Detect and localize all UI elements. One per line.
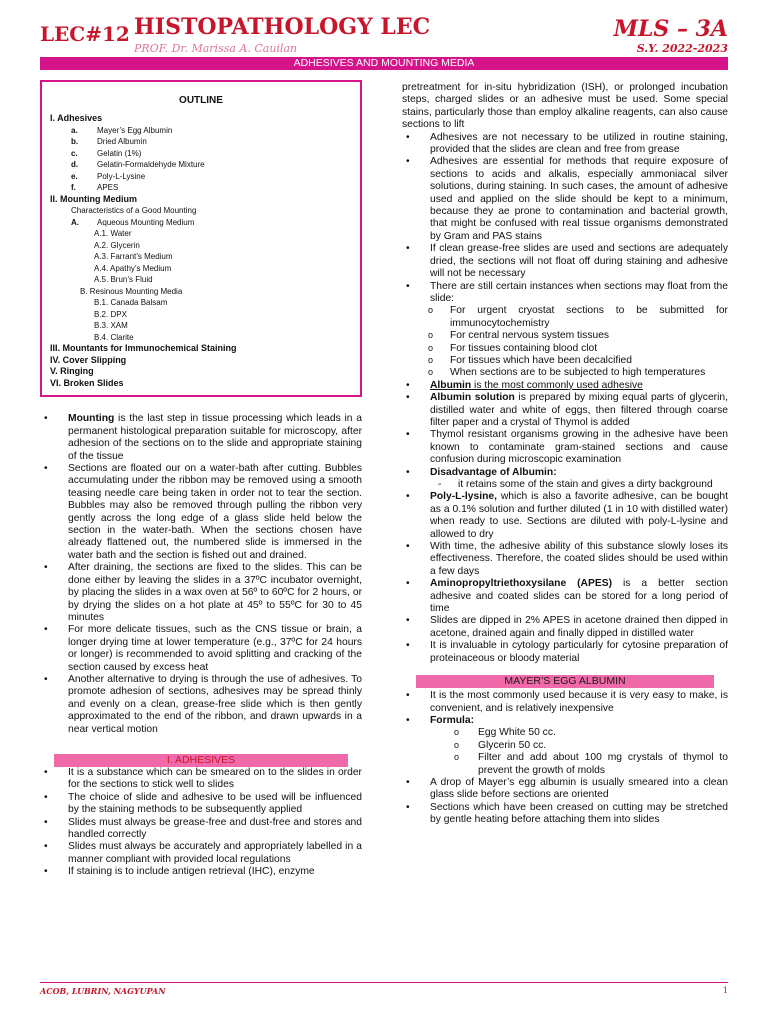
- outline-letter: f.: [71, 183, 76, 193]
- item-text: pretreatment for in-situ hybridization (ISH), or prolonged incubation steps, charged slides or an adhesive must be used. Some special stains, particularly those than employ alkaline reagents, can also cause sections to lift: [402, 82, 728, 131]
- outline-line: [50, 251, 352, 263]
- list-item: [402, 156, 728, 243]
- list-item: [402, 355, 728, 367]
- outline-line: [50, 125, 352, 137]
- bold-term: Poly-L-lysine,: [430, 491, 497, 503]
- list-item: [402, 727, 728, 739]
- list-item: [402, 777, 728, 802]
- outline-line: [50, 217, 352, 229]
- school-year: S.Y. 2022-2023: [636, 42, 728, 55]
- outline-letter: A.: [71, 217, 79, 227]
- outline-text: II. Mounting Medium: [50, 193, 137, 204]
- outline-text: Mayer’s Egg Albumin: [97, 125, 173, 135]
- list-item: [402, 541, 728, 578]
- outline-line: [50, 171, 352, 183]
- item-text: Sections which have been creased on cutting may be stretched by gentle heating before attaching them into slides: [430, 801, 728, 826]
- right-content: [402, 82, 728, 827]
- item-text: is a better section adhesive and coated slides can be stored for a long period of time: [430, 578, 728, 615]
- list-item: [402, 330, 728, 342]
- outline-letter: d.: [71, 160, 79, 170]
- item-text: it retains some of the stain and gives a dirty background: [458, 479, 713, 490]
- outline-line: [50, 297, 352, 309]
- outline-text: V. Ringing: [50, 366, 94, 377]
- list-item: [402, 740, 728, 752]
- list-item: [402, 429, 728, 466]
- section-code: MLS – 3A: [613, 16, 728, 42]
- page-number: 1: [722, 986, 728, 995]
- bold-term: Formula:: [430, 714, 475, 726]
- outline-box: [40, 80, 362, 397]
- item-text: It is the most commonly used because it is very easy to make, is convenient, and is relatively inexpensive: [430, 690, 728, 714]
- list-item: [40, 562, 362, 624]
- outline-line: [50, 159, 352, 171]
- item-text: Filter and add about 100 mg crystals of thymol to prevent the growth of molds: [478, 752, 728, 776]
- outline-text: III. Mountants for Immunochemical Staining: [50, 343, 237, 354]
- outline-text: Aqueous Mounting Medium: [97, 217, 195, 227]
- right-column: [402, 82, 728, 827]
- outline-line: [50, 286, 352, 298]
- outline-text: B. Resinous Mounting Media: [80, 286, 183, 296]
- professor-name: PROF. Dr. Marissa A. Cauilan: [134, 42, 298, 55]
- item-text: For central nervous system tissues: [450, 330, 610, 342]
- item-text: MAYER’S EGG ALBUMIN: [504, 675, 626, 688]
- outline-text: A.4. Apathy’s Medium: [94, 263, 172, 273]
- list-item: [402, 802, 728, 827]
- outline-text: B.1. Canada Balsam: [94, 298, 168, 308]
- list-item: [40, 866, 362, 878]
- bold-term: Albumin: [430, 379, 472, 391]
- item-text: If staining is to include antigen retrieval (IHC), enzyme: [68, 866, 315, 878]
- list-item: [402, 305, 728, 330]
- item-text: Slides must always be accurately and appropriately labelled in a manner compliant with provided local regulations: [68, 841, 362, 865]
- left-column: [40, 80, 362, 879]
- item-text: For tissues which have been decalcified: [450, 354, 633, 366]
- item-text: is the last step in tissue processing which leads in a permanent histological preparation suitable for microscopy, after adhesion of the sections on to the slide and appropriate staining of the tissue: [68, 413, 362, 462]
- outline-line: [50, 378, 352, 390]
- outline-text: VI. Broken Slides: [50, 377, 124, 388]
- bold-term: Mounting: [68, 413, 115, 425]
- list-item: [402, 752, 728, 777]
- list-item: [402, 690, 728, 715]
- outline-title: OUTLINE: [179, 95, 223, 106]
- outline-text: A.2. Glycerin: [94, 240, 140, 250]
- item-text: For more delicate tissues, such as the CNS tissue or brain, a longer drying time at lower temperature (e.g., 37ºC for 24 hours or longer) is recommended to avoid splitting and cracking of the section caused by excess heat: [68, 624, 362, 673]
- outline-list: [50, 113, 352, 389]
- list-item: [402, 640, 728, 665]
- item-text: is prepared by mixing equal parts of glycerin, distilled water and white of eggs, then filtered through coarse filter paper and a crystal of Thymol is added: [430, 392, 728, 428]
- outline-line: [50, 274, 352, 286]
- section-heading: [54, 754, 348, 767]
- outline-text: B.4. Clarite: [94, 332, 134, 342]
- list-item: [402, 380, 728, 392]
- list-item: [402, 578, 728, 615]
- item-text: It is a substance which can be smeared on to the slides in order for the sections to stick well to slides: [68, 766, 362, 791]
- outline-line: [50, 263, 352, 275]
- item-text: The choice of slide and adhesive to be used will be influenced by the staining methods to be subsequently applied: [68, 791, 362, 816]
- outline-line: [50, 366, 352, 378]
- list-item: [40, 817, 362, 842]
- outline-line: [50, 343, 352, 355]
- outline-text: Dried Albumin: [97, 137, 147, 147]
- outline-line: [50, 240, 352, 252]
- outline-text: Characteristics of a Good Mounting: [71, 206, 197, 216]
- item-text: For tissues containing blood clot: [450, 342, 598, 354]
- list-item: [402, 392, 728, 429]
- outline-letter: a.: [71, 125, 78, 135]
- list-item: [402, 467, 728, 479]
- outline-line: [50, 332, 352, 344]
- outline-line: [50, 194, 352, 206]
- list-item: [40, 624, 362, 674]
- item-text: Slides must always be grease-free and dust-free and stores and handled correctly: [68, 816, 362, 840]
- course-title: HISTOPATHOLOGY LEC: [134, 14, 431, 40]
- outline-line: [50, 136, 352, 148]
- outline-text: IV. Cover Slipping: [50, 354, 127, 365]
- outline-letter: c.: [71, 148, 78, 158]
- item-text: Egg White 50 cc.: [478, 727, 556, 739]
- item-text: After draining, the sections are fixed to the slides. This can be done either by leaving the slides in a 37ºC incubator overnight, by placing the slides in a wax oven at 56º to 60ºC for 2 hours, or by drying the slides on a hot plate at 45º to 55ºC for 30 to 45 minutes: [68, 562, 362, 623]
- item-text: It is invaluable in cytology particularly for cytosine preparation of proteinaceous or bloody material: [430, 640, 728, 664]
- bold-term: Aminopropyltriethoxysilane (APES): [430, 578, 613, 590]
- outline-line: [50, 320, 352, 332]
- item-text: Adhesives are not necessary to be utilized in routine staining, provided that the slides are clean and free from grease: [430, 131, 728, 156]
- outline-text: APES: [97, 183, 119, 193]
- topic-banner: ADHESIVES AND MOUNTING MEDIA: [40, 57, 728, 70]
- list-item: [40, 841, 362, 866]
- item-text: With time, the adhesive ability of this substance slowly loses its effectiveness. Therefore, the coated slides should be used within a few days: [430, 541, 728, 577]
- outline-letter: e.: [71, 171, 78, 181]
- outline-text: B.2. DPX: [94, 309, 127, 319]
- bold-term: Disadvantage of Albumin:: [430, 466, 557, 478]
- list-item: [402, 479, 728, 491]
- item-text: For urgent cryostat sections to be submitted for immunocytochemistry: [450, 305, 728, 329]
- item-text: I. ADHESIVES: [166, 753, 236, 766]
- outline-text: A.3. Farrant’s Medium: [94, 252, 173, 262]
- list-item: [40, 792, 362, 817]
- list-item: [402, 491, 728, 541]
- outline-text: Poly-L-Lysine: [97, 171, 146, 181]
- item-text: When sections are to be subjected to high temperatures: [450, 367, 706, 379]
- list-item: [40, 767, 362, 792]
- list-item: [402, 715, 728, 727]
- list-item: [402, 343, 728, 355]
- item-text: There are still certain instances when sections may float from the slide:: [430, 280, 728, 304]
- item-text: Another alternative to drying is through the use of adhesives. To promote adhesion of sections, adhesives may be spread thinly and evenly on a clean, grease-free slide which is then gently approximated to the end of the ribbon, and drawn upwards in a near vertical motion: [68, 673, 362, 735]
- left-content: [40, 413, 362, 878]
- item-text: is the most commonly used adhesive: [471, 379, 643, 391]
- outline-line: [50, 309, 352, 321]
- item-text: Thymol resistant organisms growing in the adhesive have been known to contaminate gram-stained sections and cause confusion during microscopic examination: [430, 429, 728, 466]
- list-item: [402, 132, 728, 157]
- list-item: [402, 367, 728, 379]
- outline-text: I. Adhesives: [50, 113, 103, 124]
- item-text: which is also a favorite adhesive, can be bought as a 0.1% solution and further diluted (1 in 10 with distilled water) when ready to use. Sections are diluted with poly-L-lysine and allowed to dry: [430, 491, 728, 540]
- item-text: A drop of Mayer’s egg albumin is usually smeared into a clean glass slide before sections are oriented: [430, 776, 728, 801]
- lecture-number: LEC#12: [40, 22, 130, 46]
- outline-line: [50, 355, 352, 367]
- list-item: [40, 413, 362, 463]
- footer-rule: [40, 982, 728, 983]
- list-item: [402, 243, 728, 280]
- list-item: [402, 615, 728, 640]
- outline-text: Gelatin (1%): [97, 148, 142, 158]
- outline-letter: b.: [71, 137, 79, 147]
- item-text: Glycerin 50 cc.: [478, 739, 547, 751]
- list-item: [40, 674, 362, 736]
- item-text: Adhesives are essential for methods that require exposure of sections to acids and alkalis, especially ammoniacal silver solutions, during staining. In such cases, the amount of adhesive used and applied on the slide should be kept to a minimum, because they ae prone to contamination and bacterial growth, that might be confused with real tissue organisms demonstrated by Gram and PAS stains: [430, 156, 728, 242]
- item-text: If clean grease-free slides are used and sections are adequately dried, the sections will not float off during staining and adhesive will not be necessary: [430, 243, 728, 280]
- bold-term: Albumin solution: [430, 392, 515, 404]
- outline-line: [50, 182, 352, 194]
- paragraph: [402, 82, 728, 132]
- outline-text: A.5. Brun’s Fluid: [94, 275, 153, 285]
- outline-line: [50, 228, 352, 240]
- item-text: Slides are dipped in 2% APES in acetone drained then dipped in acetone, drained again and finally dipped in distilled water: [430, 615, 728, 639]
- outline-line: [50, 113, 352, 125]
- list-item: [402, 281, 728, 306]
- list-item: [40, 463, 362, 562]
- outline-text: Gelatin-Formaldehyde Mixture: [97, 160, 205, 170]
- outline-text: A.1. Water: [94, 229, 132, 239]
- outline-text: B.3. XAM: [94, 321, 128, 331]
- footer-authors: ACOB, LUBRIN, NAGYUPAN: [40, 986, 166, 996]
- item-text: Sections are floated our on a water-bath after cutting. Bubbles accumulating under the ribbon may be removed using a smooth teasing needle care being taken in order not to tear the section. Bubbles may also be removed through pulling the ribbon very gently across the long edge of a glass slide held below the section in the water-bath. When the sections chosen have already flattened out, the numbered slide is immersed in the water bath and the section is fished out and drained.: [68, 463, 362, 561]
- section-heading: [416, 675, 714, 688]
- outline-line: [50, 148, 352, 160]
- outline-line: [50, 205, 352, 217]
